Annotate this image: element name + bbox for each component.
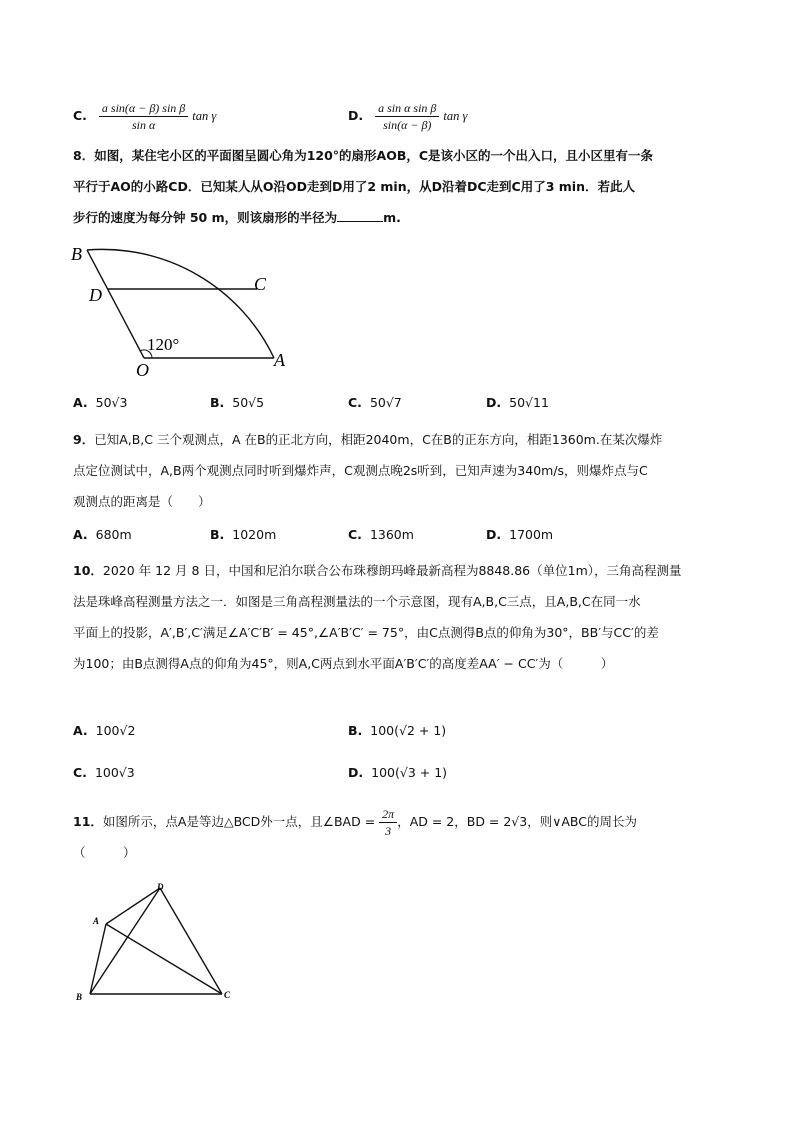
q9-option-c: C. 1360m [348, 527, 414, 542]
q11-stem-line1: 11．如图所示，点A是等边△BCD外一点，且∠BAD = $\frac{2\pi}{3}$ ，AD = 2，BD = 2√3，则∨ABC的周长为 [73, 807, 638, 838]
q11-label-c: C [224, 990, 231, 1000]
q11-segment-ab [90, 924, 106, 994]
q11-label-a: A [93, 916, 100, 926]
q11-label-b: B [76, 992, 83, 1002]
q11-segment-cd [160, 888, 222, 994]
q11-fraction: $\frac{2\pi}{3}$ [379, 806, 397, 839]
q8-option-a: A. 50√3 [73, 395, 128, 410]
q8-stem: 8．如图，某住宅小区的平面图呈圆心角为120°的扇形AOB，C是该小区的一个出入口，且小区里有一条 平行于AO的小路CD．已知某人从O沿OD走到D用了2 min，从D沿着DC走到C用了3 min．若此人 步行的速度为每分钟 50 m，则该扇形的半径为 m. [73, 148, 654, 225]
q8-option-c: C. 50√7 [348, 395, 402, 410]
q10-option-d: D. 100(√3 + 1) [348, 765, 448, 780]
q11-label-d: D [157, 882, 164, 892]
q7-option-c: C. $\frac{\text{a sin(α − β) sin β}}{\text{sin α}}$ tan γ [73, 101, 217, 132]
q7-option-c-fraction: $\frac{\text{a sin(α − β) sin β}}{\text{sin α}}$ [99, 100, 188, 133]
q8-label-b: B [71, 244, 82, 264]
q9-option-d: D. 1700m [486, 527, 554, 542]
q10-option-a: A. 100√2 [73, 723, 136, 738]
q9-option-a: A. 680m [73, 527, 132, 542]
q8-label-o: O [136, 360, 149, 378]
q8-label-a: A [274, 350, 285, 370]
q8-label-d: D [89, 285, 102, 305]
q9-stem: 9．已知A,B,C 三个观测点，A 在B的正北方向，相距2040m，C在B的正东方向，相距1360m.在某次爆炸 点定位测试中，A,B两个观测点同时听到爆炸声，C观测点晚2s听到，已知声速为340m/s，则爆炸点与C 观测点的距离是（ ） [73, 432, 663, 509]
q7-option-d: D. $\frac{\text{a sin α sin β}}{\sin(\alpha - \beta)}$ tan γ [348, 101, 468, 132]
q8-label-angle: 120° [147, 335, 180, 354]
q11-segment-ad [106, 888, 160, 924]
q10-stem: 10．2020 年 12 月 8 日，中国和尼泊尔联合公布珠穆朗玛峰最新高程为8848.86（单位1m），三角高程测量 法是珠峰高程测量方法之一．如图是三角高程测量法的一个示意图，现有A,B,C三点，且A,B,C在同一水 平面上的投影，A′,B′,C′满足∠A′C′B′ = 45°,∠A′B′C′ = 75°，由C点测得B点的仰角为30°，BB′与CC′的差 为100；由B点测得A点的仰角为45°，则A,C两点到水平面A′B′C′的高度差AA′ − CC′为（ ） [73, 563, 682, 671]
q7-option-d-fraction: $\frac{\text{a sin α sin β}}{\sin(\alpha - \beta)}$ [375, 100, 439, 133]
q9-option-b: B. 1020m [210, 527, 277, 542]
q11-segment-ac [106, 924, 222, 994]
q11-stem-line2: （ ） [73, 845, 136, 860]
q8-sector-figure [64, 238, 294, 378]
q8-option-d: D. 50√11 [486, 395, 549, 410]
q10-option-c: C. 100√3 [73, 765, 135, 780]
answer-blank[interactable] [337, 209, 383, 222]
q8-label-c: C [254, 274, 267, 294]
q8-option-b: B. 50√5 [210, 395, 265, 410]
q11-segment-bd [90, 888, 160, 994]
q10-option-b: B. 100(√2 + 1) [348, 723, 447, 738]
q11-triangle-figure [70, 880, 250, 1005]
